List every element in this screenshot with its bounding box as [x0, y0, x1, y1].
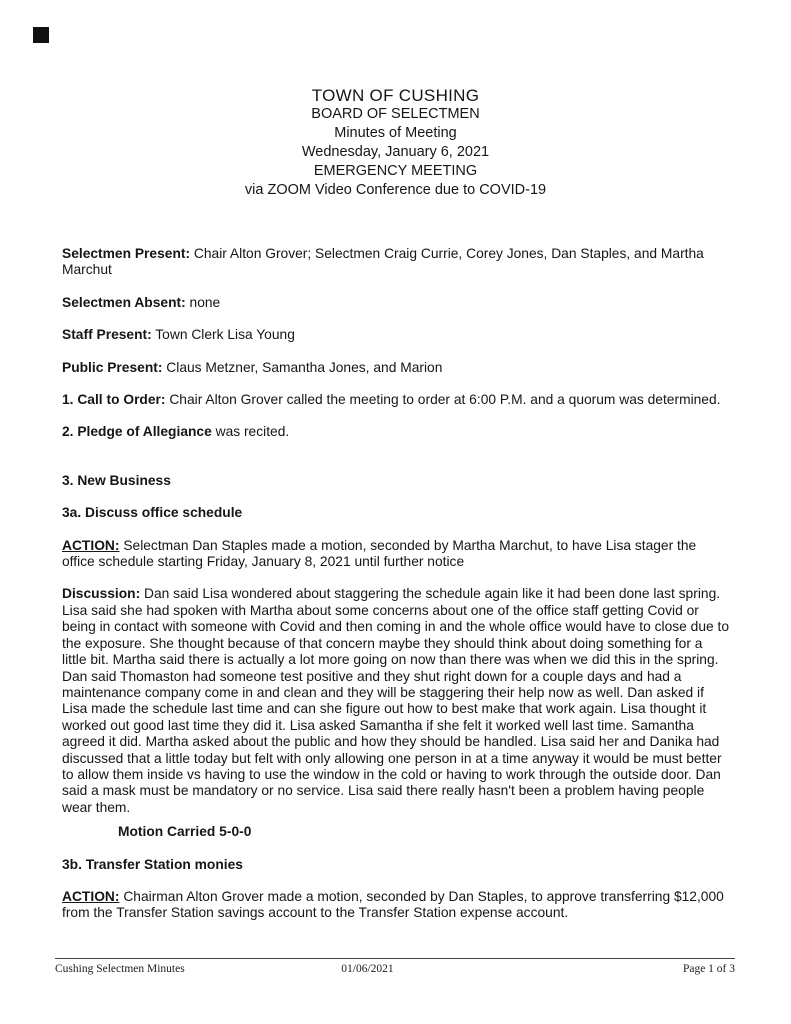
- selectmen-present-text: Chair Alton Grover; Selectmen Craig Currie, Corey Jones, Dan Staples, and Martha Marchut: [62, 246, 704, 278]
- discussion-3a-label: Discussion:: [62, 586, 141, 602]
- action-3a-text: Selectman Dan Staples made a motion, seconded by Martha Marchut, to have Lisa stager the office schedule starting Friday, January 8, 2021 until further notice: [62, 537, 697, 570]
- doc-date-line: Wednesday, January 6, 2021: [301, 144, 490, 160]
- document-header: [0, 0, 791, 200]
- discussion-3a-text: Dan said Lisa wondered about staggering the schedule again like it had been done last spring. Lisa said she had spoken with Martha about some concerns about one of the office staff getting Covid or being in contact with someone with Covid and then coming in and the whole office would have to close due to the exposure. She thought because of that concern maybe they should think about doing something for a little bit. Martha said there is actually a lot more going on now than there was when we did this in the spring. Dan said Thomaston had someone test positive and they shut right down for a couple days and had a maintenance company come in and clean and they will be staggering their help now as well. Dan asked if Lisa made the schedule last time and can she figure out how to best make that work again. Lisa thought it worked out good last time they did it. Lisa asked Samantha if she felt it worked well last time. Samantha agreed it did. Martha asked about the public and how they should be handled. Lisa said her and Danika had discussed that a little today but felt with only allowing one person in at a time anyway it would be must better to allow them inside vs having to use the window in the cold or having to work through the outside door. Dan said a mask must be mandatory or no service. Lisa said there really hasn't been a problem having people wear them.: [62, 586, 730, 815]
- footer-date: 01/06/2021: [341, 963, 394, 975]
- selectmen-absent-label: Selectmen Absent:: [62, 294, 186, 310]
- paragraph-call-to-order: [62, 392, 730, 408]
- doc-subtitle-minutes: Minutes of Meeting: [334, 125, 457, 141]
- public-present-text: Claus Metzner, Samantha Jones, and Marion: [162, 359, 443, 375]
- paragraph-selectmen-present: [62, 246, 730, 279]
- staff-present-label: Staff Present:: [62, 327, 152, 343]
- item-3b-label: 3b. Transfer Station monies: [62, 856, 243, 872]
- action-3a-label: ACTION:: [62, 537, 120, 553]
- footer-page-number: Page 1 of 3: [682, 963, 735, 975]
- paragraph-staff-present: [62, 327, 730, 343]
- paragraph-selectmen-absent: [62, 295, 730, 311]
- paragraph-public-present: [62, 360, 730, 376]
- public-present-label: Public Present:: [62, 359, 163, 375]
- action-3b-label: ACTION:: [62, 888, 120, 904]
- selectmen-absent-text: none: [185, 294, 221, 310]
- motion-carried-3a: Motion Carried 5-0-0: [118, 824, 252, 840]
- paragraph-discussion-3a: [62, 586, 730, 816]
- staff-present-text: Town Clerk Lisa Young: [151, 327, 295, 343]
- doc-zoom-line: via ZOOM Video Conference due to COVID-19: [244, 182, 547, 198]
- paragraph-pledge: [62, 424, 730, 440]
- scan-artifact-square: [33, 27, 49, 43]
- heading-item-3a: [62, 505, 730, 521]
- action-3b-text: Chairman Alton Grover made a motion, seconded by Dan Staples, to approve transferring $12,000 from the Transfer Station savings account to the Transfer Station expense account.: [62, 888, 724, 921]
- call-to-order-label: 1. Call to Order:: [62, 392, 166, 408]
- call-to-order-text: Chair Alton Grover called the meeting to order at 6:00 P.M. and a quorum was determined.: [165, 392, 721, 408]
- paragraph-action-3b: [62, 889, 730, 922]
- footer-document-name: Cushing Selectmen Minutes: [55, 963, 185, 975]
- doc-emergency-line: EMERGENCY MEETING: [313, 163, 478, 179]
- doc-title: TOWN OF CUSHING: [311, 86, 480, 105]
- doc-subtitle-board: BOARD OF SELECTMEN: [311, 106, 480, 122]
- pledge-text: was recited.: [211, 424, 290, 440]
- paragraph-action-3a: [62, 538, 730, 571]
- item-3a-label: 3a. Discuss office schedule: [62, 505, 243, 521]
- new-business-label: 3. New Business: [62, 472, 171, 488]
- pledge-label: 2. Pledge of Allegiance: [62, 424, 212, 440]
- document-body: [62, 246, 730, 922]
- heading-new-business: [62, 473, 730, 489]
- selectmen-present-label: Selectmen Present:: [62, 246, 191, 261]
- heading-item-3b: [62, 857, 730, 873]
- document-footer: [55, 958, 735, 975]
